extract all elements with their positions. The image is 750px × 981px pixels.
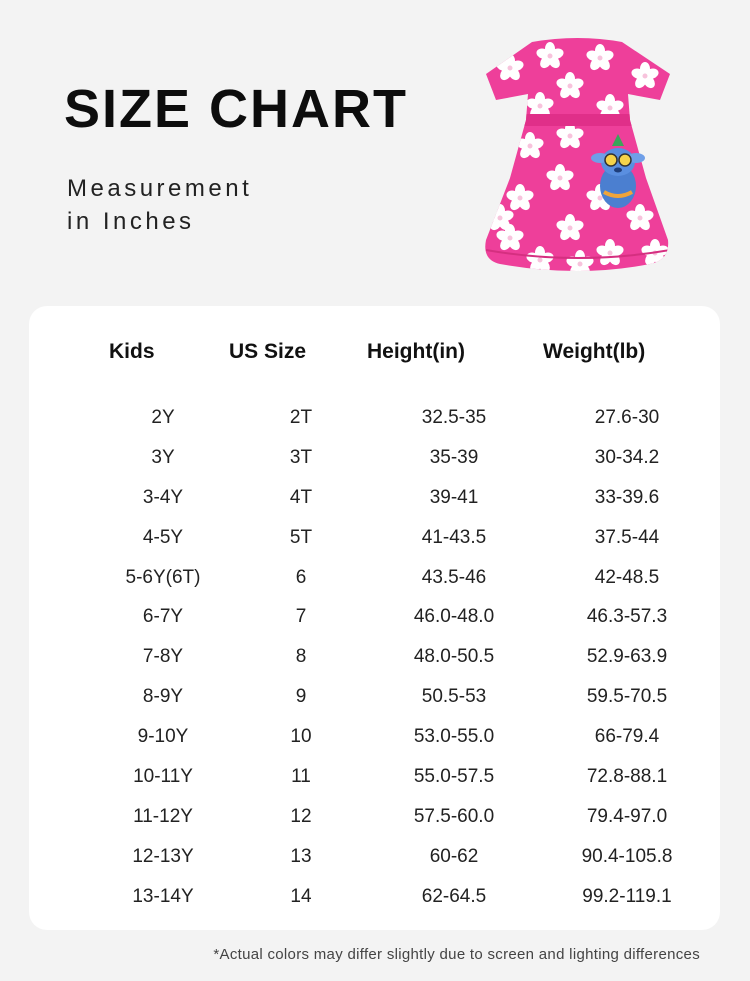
cell-weight: 66-79.4 (594, 726, 660, 748)
cell-weight: 79.4-97.0 (586, 805, 668, 827)
cell-height: 53.0-55.0 (413, 726, 495, 748)
cell-weight: 59.5-70.5 (586, 686, 668, 708)
table-row (29, 717, 720, 757)
cell-weight: 46.3-57.3 (586, 606, 668, 628)
cell-us-size: 13 (290, 845, 312, 867)
cell-height: 39-41 (429, 486, 479, 508)
cell-us-size: 5T (289, 526, 313, 548)
cell-weight: 33-39.6 (594, 486, 660, 508)
table-row (29, 597, 720, 637)
cell-us-size: 11 (291, 765, 311, 787)
cell-height: 35-39 (429, 446, 479, 468)
subtitle-line-2: in Inches (67, 208, 195, 235)
cell-height: 60-62 (429, 845, 479, 867)
cell-height: 48.0-50.5 (413, 646, 495, 668)
table-row (29, 518, 720, 558)
cell-height: 50.5-53 (421, 686, 487, 708)
size-table (29, 306, 720, 917)
cell-weight: 37.5-44 (594, 526, 660, 548)
column-header-us-size: US Size (229, 340, 307, 363)
column-header-kids: Kids (109, 340, 155, 363)
cell-kids: 3Y (151, 446, 175, 468)
cell-kids: 11-12Y (133, 805, 193, 827)
page-title: SIZE CHART (64, 79, 408, 139)
cell-kids: 4-5Y (142, 526, 184, 548)
size-chart-card (29, 306, 720, 930)
cell-kids: 6-7Y (142, 606, 184, 628)
table-row (29, 438, 720, 478)
table-row (29, 677, 720, 717)
cell-us-size: 14 (290, 885, 312, 907)
cell-kids: 3-4Y (142, 486, 184, 508)
table-row (29, 637, 720, 677)
cell-weight: 90.4-105.8 (581, 845, 673, 867)
cell-weight: 30-34.2 (594, 446, 660, 468)
cell-height: 32.5-35 (421, 406, 487, 428)
cell-weight: 52.9-63.9 (586, 646, 668, 668)
cell-us-size: 4T (289, 486, 313, 508)
table-header-row (29, 306, 720, 398)
subtitle-line-1: Measurement (67, 175, 253, 202)
cell-us-size: 3T (289, 446, 313, 468)
column-header-weight: Weight(lb) (543, 340, 646, 363)
cell-kids: 9-10Y (137, 726, 189, 748)
table-row (29, 877, 720, 917)
cell-kids: 5-6Y(6T) (125, 566, 201, 588)
cell-height: 41-43.5 (421, 526, 487, 548)
table-row (29, 757, 720, 797)
footnote: *Actual colors may differ slightly due to screen and lighting differences (213, 946, 700, 963)
cell-height: 57.5-60.0 (413, 805, 495, 827)
cell-kids: 8-9Y (142, 686, 184, 708)
cell-weight: 72.8-88.1 (586, 765, 668, 787)
cell-height: 62-64.5 (421, 885, 487, 907)
cell-kids: 12-13Y (132, 845, 194, 867)
table-row (29, 478, 720, 518)
cell-us-size: 12 (290, 805, 312, 827)
table-row (29, 398, 720, 438)
cell-us-size: 2T (289, 406, 313, 428)
cell-weight: 99.2-119.1 (582, 885, 672, 907)
cell-weight: 27.6-30 (594, 406, 660, 428)
cell-height: 55.0-57.5 (413, 765, 495, 787)
table-row (29, 558, 720, 598)
cell-kids: 2Y (151, 406, 175, 428)
cell-us-size: 9 (295, 686, 307, 708)
subtitle (67, 172, 252, 238)
cell-us-size: 7 (295, 606, 307, 628)
cell-kids: 13-14Y (132, 885, 194, 907)
cell-kids: 10-11Y (133, 765, 193, 787)
cell-height: 46.0-48.0 (413, 606, 495, 628)
pink-floral-dress-icon (470, 28, 685, 278)
cell-us-size: 10 (290, 726, 312, 748)
table-row (29, 797, 720, 837)
cell-kids: 7-8Y (142, 646, 184, 668)
cell-weight: 42-48.5 (594, 566, 660, 588)
cell-height: 43.5-46 (421, 566, 487, 588)
table-row (29, 837, 720, 877)
cell-us-size: 8 (295, 646, 307, 668)
cell-us-size: 6 (295, 566, 307, 588)
column-header-height: Height(in) (367, 340, 465, 363)
